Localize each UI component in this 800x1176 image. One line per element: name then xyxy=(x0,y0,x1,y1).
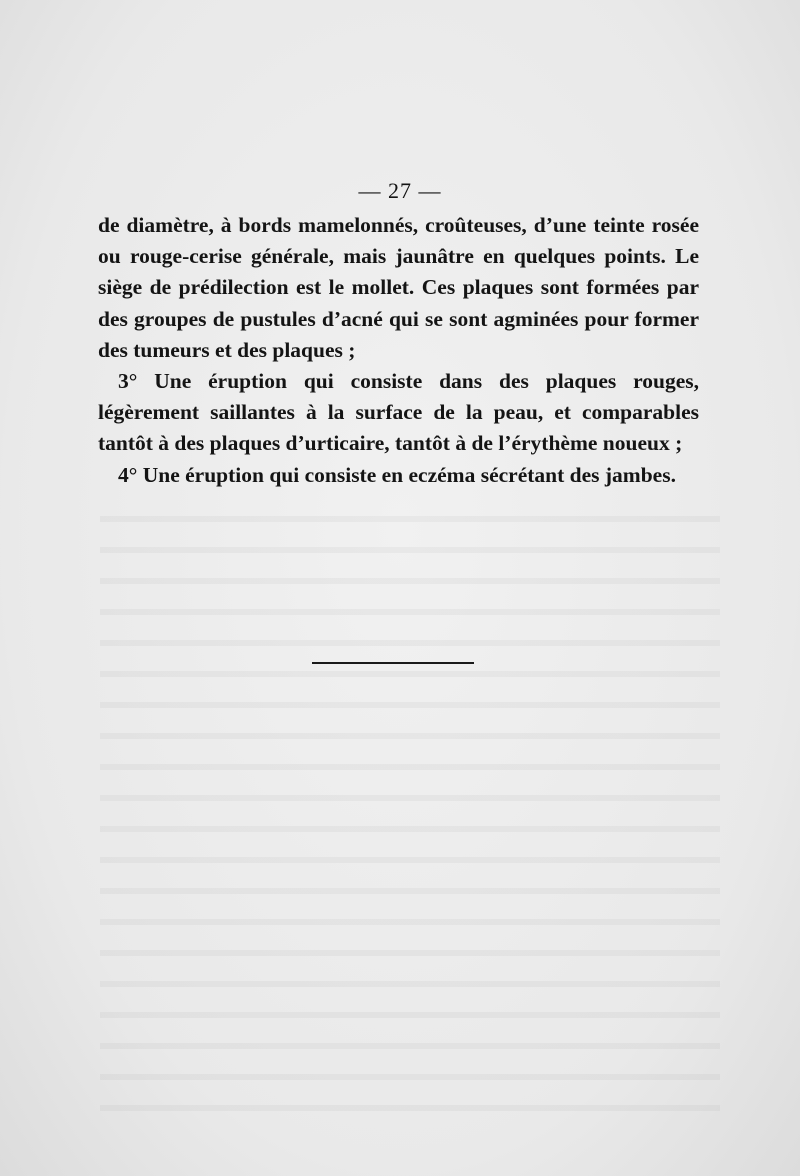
body-text xyxy=(98,210,699,491)
section-divider-rule xyxy=(312,662,474,664)
paragraph-item-4: 4° Une éruption qui consiste en eczéma sécrétant des jambes. xyxy=(118,462,676,487)
bleed-through-texture xyxy=(100,500,720,1120)
paragraph-item-3: 3° Une éruption qui consiste dans des plaques rouges, légèrement saillantes à la surface de la peau, et comparables tantôt à des plaques d’urticaire, tantôt à de l’érythème noueux ; xyxy=(98,369,699,456)
page-number: — 27 — xyxy=(358,178,442,203)
paragraph-continuation: de diamètre, à bords mamelonnés, croûteuses, d’une teinte rosée ou rouge-cerise générale, mais jaunâtre en quelques points. Le siège de prédilection est le mollet. Ces plaques sont formées par des groupes de pustules d’acné qui se sont agminées pour former des tumeurs et des plaques ; xyxy=(98,213,699,362)
